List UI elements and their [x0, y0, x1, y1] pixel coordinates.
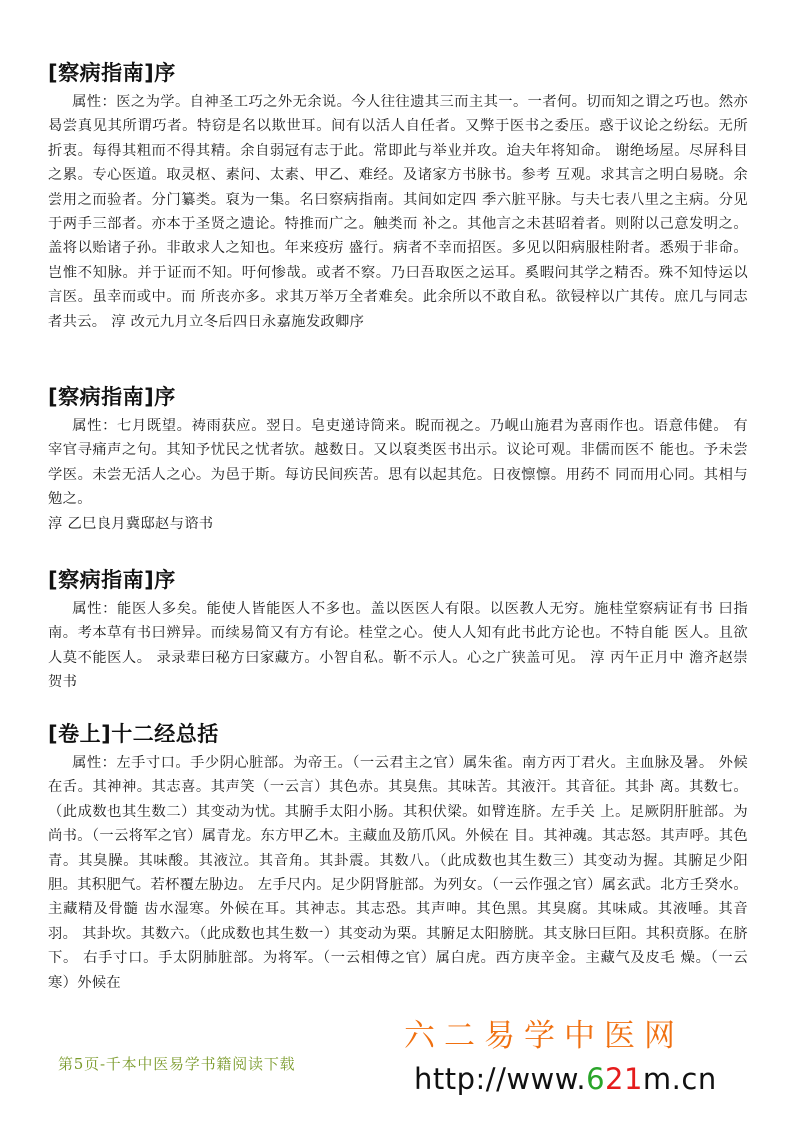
- signature-line: 淳 乙巳良月冀邸赵与谘书: [48, 515, 214, 532]
- url-digits-twentyone: 21: [605, 1062, 643, 1096]
- section-title: [察病指南]序: [48, 385, 176, 409]
- url-digit-six: 6: [586, 1062, 606, 1096]
- preface-section-3: [48, 565, 748, 695]
- section-title: [察病指南]序: [48, 61, 176, 85]
- chapter-twelve-meridians: [48, 719, 748, 995]
- section-title: [察病指南]序: [48, 568, 176, 592]
- attribute-label: 属性：: [72, 755, 117, 771]
- page-footer-note: 第5页-千本中医易学书籍阅读下载: [58, 1055, 296, 1073]
- url-prefix: http://www.: [414, 1062, 587, 1096]
- attribute-label: 属性：: [72, 601, 118, 617]
- attribute-label: 属性：: [72, 94, 117, 110]
- section-text: 七月既望。祷雨获应。翌日。皂吏递诗筒来。睨而视之。乃岘山施君为喜雨作也。语意伟健。 有宰官寻痛声之句。其知予忧民之忧者欤。越数日。又以裒类医书出示。议论可观。非儒而医不 能也。予未尝学医。未尝无活人之心。为邑于斯。每访民间疾苦。思有以起其危。日夜懔懔。用药不 同而用心同。其相与勉之。: [48, 418, 748, 508]
- section-body: [48, 751, 748, 995]
- section-text: 能医人多矣。能使人皆能医人不多也。盖以医医人有限。以医教人无穷。施桂堂察病证有书 曰指南。考本草有书曰辨异。而续易简又有方有论。桂堂之心。使人人知有此书此方论也。不特自能 医人。且欲人莫不能医人。 录录辈曰秘方曰家藏方。小智自私。靳不示人。心之广狭盖可见。 淳 丙午正月中 澹齐赵崇贺书: [48, 601, 748, 691]
- section-body: [48, 414, 748, 512]
- section-title: [卷上]十二经总括: [48, 722, 219, 746]
- url-suffix: m.cn: [642, 1062, 717, 1096]
- attribute-label: 属性：: [72, 418, 118, 434]
- section-body: [48, 597, 748, 695]
- section-text: 左手寸口。手少阴心脏部。为帝王。（一云君主之官）属朱雀。南方丙丁君火。主血脉及暑。 外候在舌。其神神。其志喜。其声笑（一云言）其色赤。其臭焦。其味苦。其液汗。其音征。其卦 离。其数七。（此成数也其生数二）其变动为忧。其腑手太阳小肠。其积伏梁。如臂连脐。左手关 上。足厥阴肝脏部。为尚书。（一云将军之官）属青龙。东方甲乙木。主藏血及筋爪风。外候在 目。其神魂。其志怒。其声呼。其色青。其臭臊。其味酸。其液泣。其音角。其卦震。其数八。（此成数也其生数三）其变动为握。其腑足少阳胆。其积肥气。若杯覆左胁边。 左手尺内。足少阴肾脏部。为列女。（一云作强之官）属玄武。北方壬癸水。主藏精及骨髓 齿水湿寒。外候在耳。其神志。其志恐。其声呻。其色黑。其臭腐。其味咸。其液唾。其音羽。 其卦坎。其数六。（此成数也其生数一）其变动为栗。其腑足太阳膀胱。其支脉曰巨阳。其积贲豚。在脐下。 右手寸口。手太阴肺脏部。为将军。（一云相傅之官）属白虎。西方庚辛金。主藏气及皮毛 燥。（一云寒）外候在: [48, 755, 748, 991]
- section-text: 医之为学。自神圣工巧之外无余说。今人往往遗其三而主其一。一者何。切而知之谓之巧也。然亦曷尝真见其所谓巧者。特窃是名以欺世耳。间有以活人自任者。又弊于医书之委压。惑于议论之纷纭。无所折衷。每得其粗而不得其精。余自弱冠有志于此。常即此与举业并攻。迨夫年将知命。 谢绝场屋。尽屏科目之累。专心医道。取灵枢、素问、太素、甲乙、难经。及诸家方书脉书。参考 互观。求其言之明白易晓。余尝用之而验者。分门纂类。裒为一集。名曰察病指南。其间如定四 季六脏平脉。与夫七表八里之主病。分见于两手三部者。亦本于圣贤之遗论。特推而广之。触类而 补之。其他言之未甚昭着者。则附以己意发明之。盖将以贻诸子孙。非敢求人之知也。年来疫疠 盛行。病者不幸而招医。多见以阳病服桂附者。悉殒于非命。岂惟不知脉。并于证而不知。吁何惨哉。或者不察。乃曰吾取医之运耳。奚暇问其学之精否。殊不知恃运以言医。虽幸而或中。而 所丧亦多。求其万举万全者难矣。此余所以不敢自私。欲锓梓以广其传。庶几与同志者共云。 淳 改元九月立冬后四日永嘉施发政卿序: [48, 94, 748, 330]
- site-url-link[interactable]: [414, 1062, 717, 1096]
- preface-section-1: [48, 58, 748, 334]
- preface-section-2: [48, 382, 748, 536]
- site-brand-logo: 六二易学中医网: [404, 1018, 684, 1054]
- section-body: [48, 90, 748, 334]
